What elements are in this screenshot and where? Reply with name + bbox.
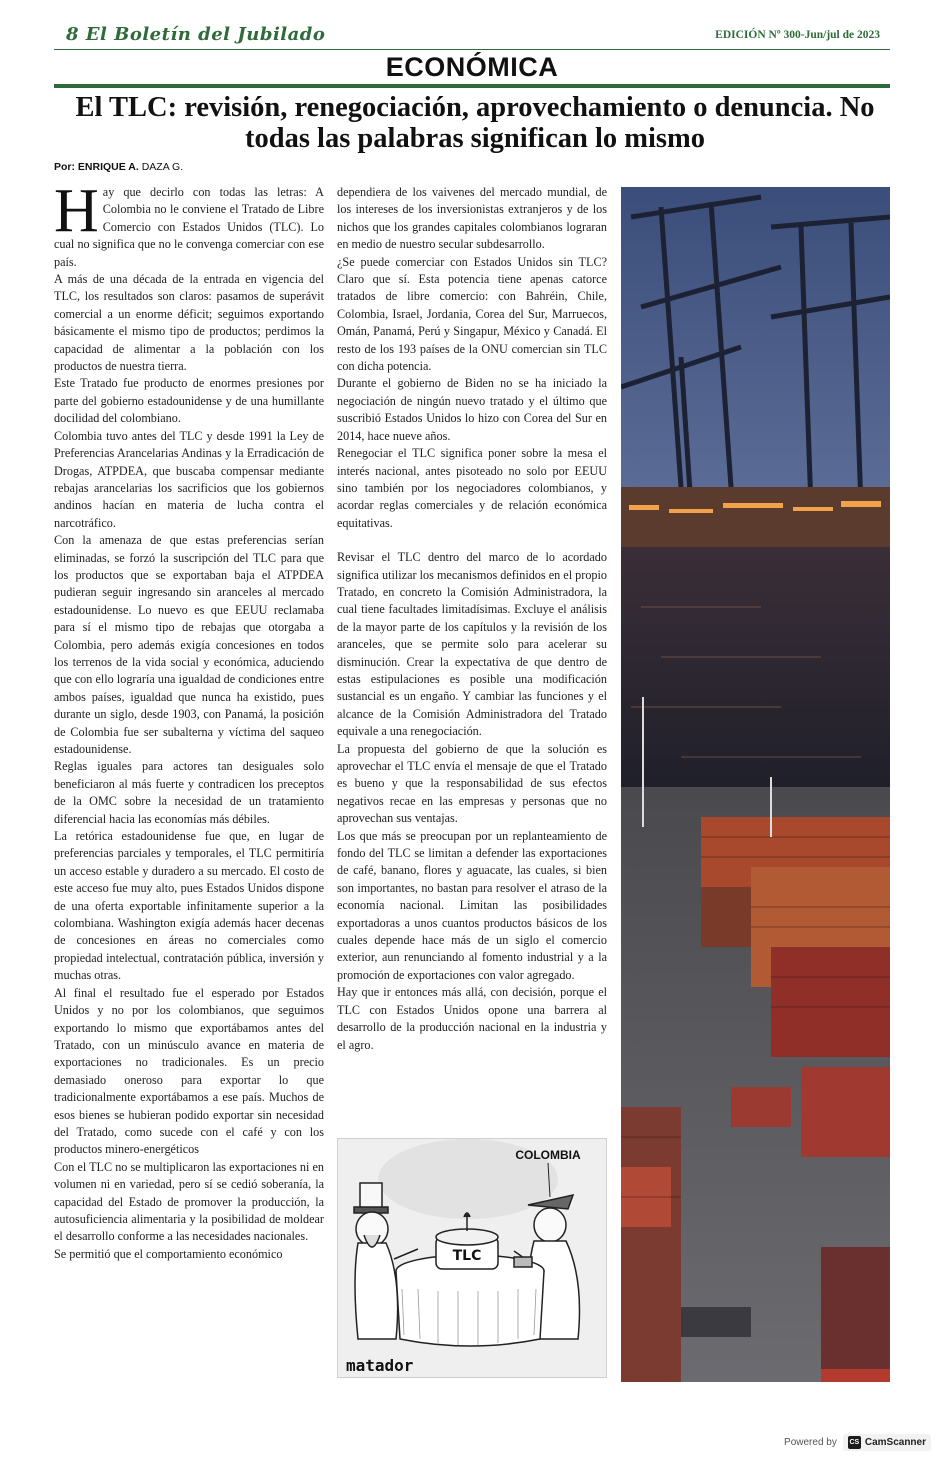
section-title: ECONÓMICA (385, 52, 559, 82)
paragraph: Revisar el TLC dentro del marco de lo acordado significa utilizar los mecanismos definidos en el propio Tratado, en concreto la Comisión Administradora, la cual tiene facultades limitadísimas. Excluye el análisis de la mayor parte de los capítulos y la revisión de los aranceles, que se permite solo para acelerar su disminución. Crear la expectativa de que dentro de estas estipulaciones es posible una modificación sustancial es un engaño. Y cambiar las funciones y el alcance de la Comisión Administradora del Tratado equivale a una renegociación. (337, 550, 607, 739)
drop-cap: H (54, 177, 99, 245)
byline-prefix: Por: (54, 161, 75, 173)
paragraph: ¿Se puede comerciar con Estados Unidos sin TLC? Claro que sí. Esta potencia tiene apenas catorce tratados de libre comercio: con Bahréin, Chile, Colombia, Israel, Jordania, Corea del Sur, Marruecos, Omán, Panamá, Perú y Singapur, México y Canadá. El resto de los 193 países de la ONU comercian sin TLC con dicha potencia. (337, 254, 607, 374)
paragraph: Reglas iguales para actores tan desiguales solo beneficiaron al más fuerte y contradicen los preceptos de la OMC sobre la necesidad de un tratamiento diferencial hacia las economías más débiles. (54, 759, 324, 826)
paragraph: Durante el gobierno de Biden no se ha iniciado la negociación de ningún nuevo tratado y el último que suscribió Estados Unidos lo hizo con Corea del Sur en 2014, hace nueve años. (337, 376, 607, 443)
paragraph: Con el TLC no se multiplicaron las exportaciones ni en volumen ni en variedad, pero sí se cedió soberanía, la capacidad del Estado de promover la producción, la autosuficiencia alimentaria y la posibilidad de moldear el desarrollo conforme a las necesidades nacionales. (54, 1159, 324, 1244)
editorial-cartoon (337, 1138, 607, 1378)
byline-rest: DAZA G. (141, 161, 184, 173)
section-header (54, 52, 890, 88)
article-column-2 (337, 184, 607, 1114)
port-photo (621, 187, 890, 1382)
publication-name: 8 El Boletín del Jubilado (66, 24, 326, 45)
paragraph: Colombia tuvo antes del TLC y desde 1991 la Ley de Preferencias Arancelarias Andinas y la Erradicación de Drogas, ATPDEA, que buscaba compensar mediante rebajas arancelarias los sacrificios que los gobiernos andinos hacían en materia de lucha contra el narcotráfico. (54, 428, 324, 530)
paragraph: Hay que ir entonces más allá, con decisión, porque el TLC con Estados Unidos opone una barrera al desarrollo de la producción nacional en la industria y el agro. (337, 985, 607, 1052)
paragraph: A más de una década de la entrada en vigencia del TLC, los resultados son claros: pasamos de superávit comercial a un enorme déficit; seguimos exportando básicamente el mismo tipo de productos; perdimos la capacidad de alimentar a la población con los productos de nuestra tierra. (54, 272, 324, 374)
paragraph: Hay que decirlo con todas las letras: A Colombia no le conviene el Tratado de Libre Comercio con Estados Unidos (TLC). Lo cual no significa que no le convenga comerciar con ese país. (54, 177, 324, 269)
paragraph: Este Tratado fue producto de enormes presiones por parte del gobierno estadounidense y de una humillante docilidad del colombiano. (54, 376, 324, 426)
edition-info: EDICIÓN Nº 300-Jun/jul de 2023 (715, 29, 880, 41)
cartoon-label-cake: TLC (452, 1248, 482, 1264)
cartoon-label-country: COLOMBIA (515, 1148, 581, 1162)
powered-by-text: Powered by (784, 1436, 837, 1448)
cartoon-illustration (338, 1139, 607, 1378)
camscanner-badge[interactable] (843, 1434, 931, 1451)
camscanner-icon: CS (848, 1436, 861, 1449)
footer (784, 1432, 931, 1452)
masthead (54, 24, 890, 50)
byline-author: ENRIQUE A. (77, 161, 139, 173)
paragraph: La retórica estadounidense fue que, en lugar de preferencias parciales y temporales, el TLC permitiría un acceso estable y duradero a su mercado. El costo de este acceso fue muy alto, pues Estados Unidos dispone de una oferta exportable infinitamente superior a la colombiana. Washington exigía además hacer decenas de concesiones en áreas no comerciales como propiedad intelectual, contratación pública, inversión y muchas otras. (54, 829, 324, 983)
paragraph: La propuesta del gobierno de que la solución es aprovechar el TLC envía el mensaje de que el Tratado es bueno y que la responsabilidad de sus efectos negativos recae en las empresas y personas que no aprovechan sus ventajas. (337, 741, 607, 826)
port-photo-illustration (621, 187, 890, 1382)
paragraph: dependiera de los vaivenes del mercado mundial, de los intereses de los inversionistas extranjeros y de los nichos que los grandes capitales colombianos lograran en medio de nuestro secular subdesarrollo. (337, 185, 607, 252)
paragraph: Con la amenaza de que estas preferencias serían eliminadas, se forzó la suscripción del TLC para que los productos que se exportaban baja el ATPDEA pudieran seguir ingresando sin aranceles al mercado estadounidense. Lo nuevo es que EEUU reclamaba para sí el mismo tipo de rebajas que otorgaba a Colombia, pero además exigía concesiones en todos los terrenos de la vida social y económica, aduciendo que con ello lograría una igualdad de condiciones entre ambos países, igualdad que nunca ha existido, pues durante un siglo, desde 1903, con Panamá, la posición de Colombia fue ser subalterna y víctima del saqueo estadounidense. (54, 533, 324, 756)
paragraph: Se permitió que el comportamiento económico (54, 1246, 283, 1261)
article-title: El TLC: revisión, renegociación, aprovechamiento o denuncia. No todas las palabras significan lo mismo (75, 92, 875, 154)
paragraph: Al final el resultado fue el esperado por Estados Unidos y no por los colombianos, que seguimos exportando lo mismo que exportábamos antes del Tratado, con un minúsculo avance en materia de exportaciones no tradicionales. Es un precio demasiado oneroso para exportar lo que tradicionalmente exportábamos a ese país. Muchos de esos bienes se hubieran podido exportar sin necesidad del Tratado, como sucede con el café y con los productos minero-energéticos (54, 985, 324, 1157)
article-column-1 (54, 177, 324, 1374)
byline (54, 161, 183, 173)
camscanner-brand: CamScanner (864, 1436, 926, 1448)
paragraph: Renegociar el TLC significa poner sobre la mesa el interés nacional, antes pisoteado no solo por EEUU sino también por los negociadores colombianos, y acordar reglas comerciales y de relación económica equitativas. (337, 446, 607, 530)
cartoon-signature: matador (346, 1356, 414, 1375)
paragraph: Los que más se preocupan por un replanteamiento de fondo del TLC se limitan a defender las exportaciones de café, banano, flores y aguacate, las cuales, si bien son importantes, no bastan para resolver el atraso de la economía nacional. Limitan las posibilidades exportadoras a unos cuantos productos básicos de los cuales depende hace más de un siglo el comercio exterior, aun renunciando al fomento industrial y a la promoción de exportaciones con valor agregado. (337, 828, 607, 982)
